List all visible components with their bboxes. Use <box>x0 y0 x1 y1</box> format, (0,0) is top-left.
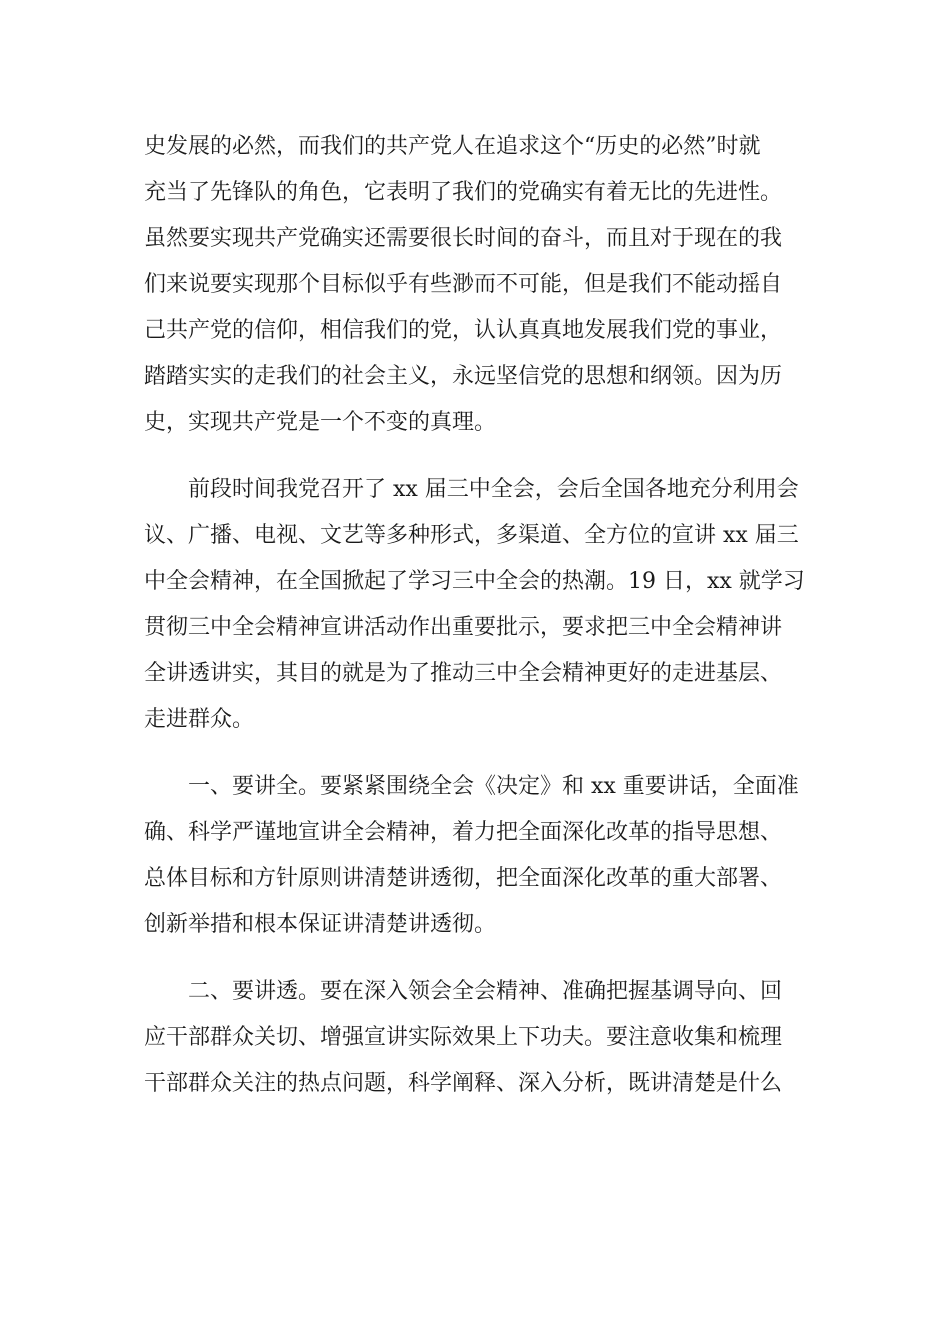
paragraph-spacer <box>144 446 808 467</box>
text-line: 二、要讲透。要在深入领会全会精神、准确把握基调导向、回 <box>144 979 783 1004</box>
text-line: 总体目标和方针原则讲清楚讲透彻，把全面深化改革的重大部署、 <box>144 866 783 891</box>
paragraph-spacer <box>144 948 808 969</box>
paragraph-4 <box>144 969 808 1107</box>
paragraph-2 <box>144 467 808 743</box>
text-line: 踏踏实实的走我们的社会主义，永远坚信党的思想和纲领。因为历 <box>144 364 783 389</box>
text-line: 前段时间我党召开了 xx 届三中全会，会后全国各地充分利用会 <box>144 477 799 502</box>
text-line: 应干部群众关切、增强宣讲实际效果上下功夫。要注意收集和梳理 <box>144 1025 783 1050</box>
document-body <box>144 124 808 1107</box>
text-line: 创新举措和根本保证讲清楚讲透彻。 <box>144 912 497 937</box>
text-line: 己共产党的信仰，相信我们的党，认认真真地发展我们党的事业， <box>144 318 783 343</box>
paragraph-3 <box>144 764 808 948</box>
text-line: 干部群众关注的热点问题，科学阐释、深入分析，既讲清楚是什么 <box>144 1071 783 1096</box>
text-line: 虽然要实现共产党确实还需要很长时间的奋斗，而且对于现在的我 <box>144 226 783 251</box>
text-line: 史，实现共产党是一个不变的真理。 <box>144 410 497 435</box>
text-line: 议、广播、电视、文艺等多种形式，多渠道、全方位的宣讲 xx 届三 <box>144 523 799 548</box>
paragraph-spacer <box>144 743 808 764</box>
text-line: 中全会精神，在全国掀起了学习三中全会的热潮。19 日，xx 就学习 <box>144 569 805 594</box>
text-line: 充当了先锋队的角色，它表明了我们的党确实有着无比的先进性。 <box>144 180 783 205</box>
paragraph-1 <box>144 124 808 446</box>
text-line: 全讲透讲实，其目的就是为了推动三中全会精神更好的走进基层、 <box>144 661 783 686</box>
text-line: 一、要讲全。要紧紧围绕全会《决定》和 xx 重要讲话，全面准 <box>144 774 799 799</box>
text-line: 走进群众。 <box>144 707 255 732</box>
text-line: 史发展的必然，而我们的共产党人在追求这个“历史的必然”时就 <box>144 134 761 159</box>
text-line: 确、科学严谨地宣讲全会精神，着力把全面深化改革的指导思想、 <box>144 820 783 845</box>
text-line: 们来说要实现那个目标似乎有些渺而不可能，但是我们不能动摇自 <box>144 272 783 297</box>
text-line: 贯彻三中全会精神宣讲活动作出重要批示，要求把三中全会精神讲 <box>144 615 783 640</box>
